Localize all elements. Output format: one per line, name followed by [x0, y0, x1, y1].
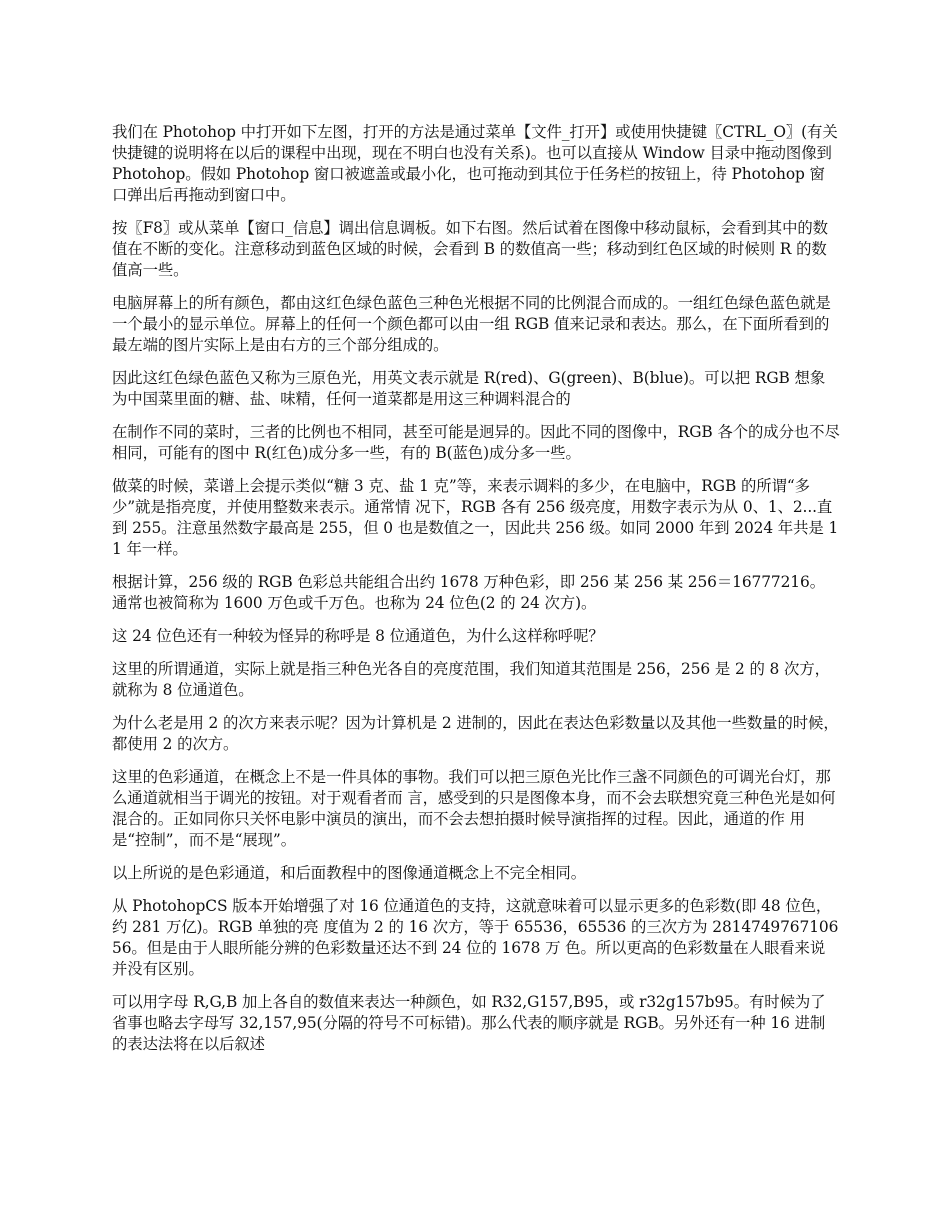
- paragraph-open-image: 我们在 Photohop 中打开如下左图，打开的方法是通过菜单【文件_打开】或使用快捷键〖CTRL_O〗(有关快捷键的说明将在以后的课程中出现，现在不明白也没有关系)。也可以直接从 Window 目录中拖动图像到 Photohop。假如 Photohop 窗口被遮盖或最小化，也可拖动到其位于任务栏的按钮上，待 Photohop 窗口弹出后再拖动到窗口中。: [112, 123, 838, 204]
- paragraph-channel-definition: 这里的所谓通道，实际上就是指三种色光各自的亮度范围，我们知道其范围是 256，256 是 2 的 8 次方，就称为 8 位通道色。: [112, 660, 830, 699]
- paragraph-power-of-two: 为什么老是用 2 的次方来表示呢？因为计算机是 2 进制的，因此在表达色彩数量以及其他一些数量的时候，都使用 2 的次方。: [112, 714, 839, 753]
- paragraph-info-panel: 按〖F8〗或从菜单【窗口_信息】调出信息调板。如下右图。然后试着在图像中移动鼠标，会看到其中的数值在不断的变化。注意移动到蓝色区域的时候，会看到 B 的数值高一些；移动到红色区域的时候则 R 的数值高一些。: [112, 219, 828, 279]
- paragraph-brightness-levels: 做菜的时候，菜谱上会提示类似“糖 3 克、盐 1 克”等，来表示调料的多少，在电脑中，RGB 的所谓“多少”就是指亮度，并使用整数来表示。通常情 况下，RGB 各有 256 级亮度，用数字表示为从 0、1、2...直到 255。注意虽然数字最高是 255，但 0 也是数值之一，因此共 256 级。如同 2000 年到 2024 年共是 11 年一样。: [112, 477, 839, 558]
- document-body: [112, 122, 840, 1067]
- paragraph-screen-colors: 电脑屏幕上的所有颜色，都由这红色绿色蓝色三种色光根据不同的比例混合而成的。一组红色绿色蓝色就是一个最小的显示单位。屏幕上的任何一个颜色都可以由一组 RGB 值来记录和表达。那么，在下面所看到的最左端的图片实际上是由右方的三个部分组成的。: [112, 294, 831, 354]
- paragraph-color-count: 根据计算，256 级的 RGB 色彩总共能组合出约 1678 万种色彩，即 256 某 256 某 256＝16777216。通常也被简称为 1600 万色或千万色。也称为 24 位色(2 的 24 次方)。: [112, 573, 825, 612]
- paragraph-16bit-channel: 从 PhotohopCS 版本开始增强了对 16 位通道色的支持，这就意味着可以显示更多的色彩数(即 48 位色，约 281 万亿)。RGB 单独的亮 度值为 2 的 16 次方，等于 65536，65536 的三次方为 281474976710656。但是由于人眼所能分辨的色彩数量还达不到 24 位的 1678 万 色。所以更高的色彩数量在人眼看来说并没有区别。: [112, 897, 839, 978]
- paragraph-channel-concept: 这里的色彩通道，在概念上不是一件具体的事物。我们可以把三原色光比作三盏不同颜色的可调光台灯，那么通道就相当于调光的按钮。对于观看者而 言，感受到的只是图像本身，而不会去联想究竟三种色光是如何混合的。正如同你只关怀电影中演员的演出，而不会去想拍摄时候导演指挥的过程。因此，通道的作 用是“控制”，而不是“展现”。: [112, 768, 836, 849]
- paragraph-8bit-channel-question: 这 24 位色还有一种较为怪异的称呼是 8 位通道色，为什么这样称呼呢？: [112, 627, 604, 645]
- paragraph-primary-colors: 因此这红色绿色蓝色又称为三原色光，用英文表示就是 R(red)、G(green)、B(blue)。可以把 RGB 想象为中国菜里面的糖、盐、味精，任何一道菜都是用这三种调料混合的: [112, 369, 826, 408]
- paragraph-channel-difference: 以上所说的是色彩通道，和后面教程中的图像通道概念上不完全相同。: [112, 864, 587, 882]
- paragraph-different-dishes: 在制作不同的菜时，三者的比例也不相同，甚至可能是迥异的。因此不同的图像中，RGB 各个的成分也不尽相同，可能有的图中 R(红色)成分多一些，有的 B(蓝色)成分多一些。: [112, 423, 840, 462]
- paragraph-rgb-notation: 可以用字母 R,G,B 加上各自的数值来表达一种颜色，如 R32,G157,B95，或 r32g157b95。有时候为了省事也略去字母写 32,157,95(分隔的符号不可标错)。那么代表的顺序就是 RGB。另外还有一种 16 进制的表达法将在以后叙述: [112, 993, 826, 1053]
